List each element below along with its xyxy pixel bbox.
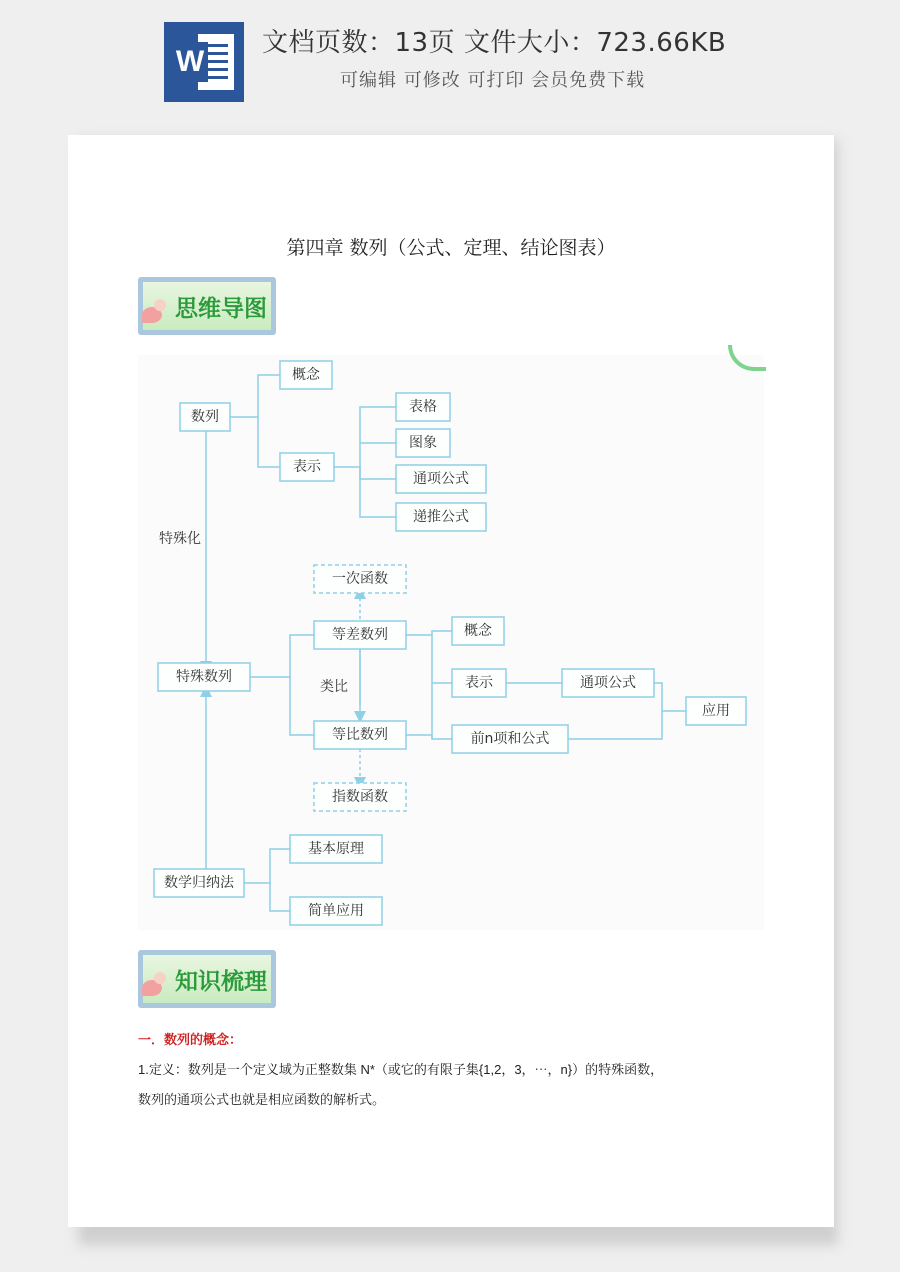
node-gainian: 概念	[292, 367, 320, 383]
node-biaoshi2: 表示	[465, 675, 493, 691]
node-tuxiang: 图象	[409, 435, 437, 451]
word-icon	[164, 22, 244, 102]
node-biaoge: 表格	[409, 399, 437, 415]
mind-map	[138, 355, 764, 930]
node-gainian2: 概念	[464, 623, 492, 639]
node-dengcha: 等差数列	[332, 627, 388, 643]
download-header	[0, 0, 900, 120]
section-badge-label: 思维导图	[175, 295, 267, 322]
node-zhishu: 指数函数	[332, 789, 388, 805]
node-ditui: 递推公式	[413, 509, 469, 525]
node-biaoshi: 表示	[293, 459, 321, 475]
label-leibi: 类比	[320, 679, 348, 695]
chapter-title: 第四章 数列（公式、定理、结论图表）	[286, 237, 616, 259]
node-guina: 数学归纳法	[164, 875, 234, 891]
section-badge-knowledge	[138, 950, 276, 1008]
section-badge-label: 知识梳理	[175, 968, 267, 995]
section-heading: 一．数列的概念：	[138, 1032, 243, 1047]
file-info-title: 文档页数：13页 文件大小：723.66KB	[262, 28, 727, 58]
paragraph-line: 1.定义：数列是一个定义域为正整数集 N*（或它的有限子集{1,2，3，⋯，n}）的特殊函数，	[138, 1062, 664, 1077]
node-jiben: 基本原理	[308, 841, 364, 857]
node-dengbi: 等比数列	[332, 727, 388, 743]
paragraph-line: 数列的通项公式也就是相应函数的解析式。	[138, 1092, 386, 1107]
document-page	[68, 135, 834, 1227]
mind-map-diagram	[138, 355, 764, 930]
word-letter: W	[172, 42, 208, 82]
node-tongxiang2: 通项公式	[580, 675, 636, 691]
node-qiannxiang: 前n项和公式	[470, 731, 550, 747]
file-info-subtitle: 可编辑 可修改 可打印 会员免费下载	[340, 70, 646, 91]
node-yingyong: 应用	[702, 703, 730, 719]
node-yici: 一次函数	[332, 571, 388, 587]
node-tongxiang: 通项公式	[413, 471, 469, 487]
node-teshushulie: 特殊数列	[176, 669, 232, 685]
label-teshuhua: 特殊化	[159, 531, 201, 547]
node-shulie: 数列	[191, 409, 219, 425]
node-jiandan: 简单应用	[308, 903, 364, 919]
section-badge-mindmap	[138, 277, 276, 335]
